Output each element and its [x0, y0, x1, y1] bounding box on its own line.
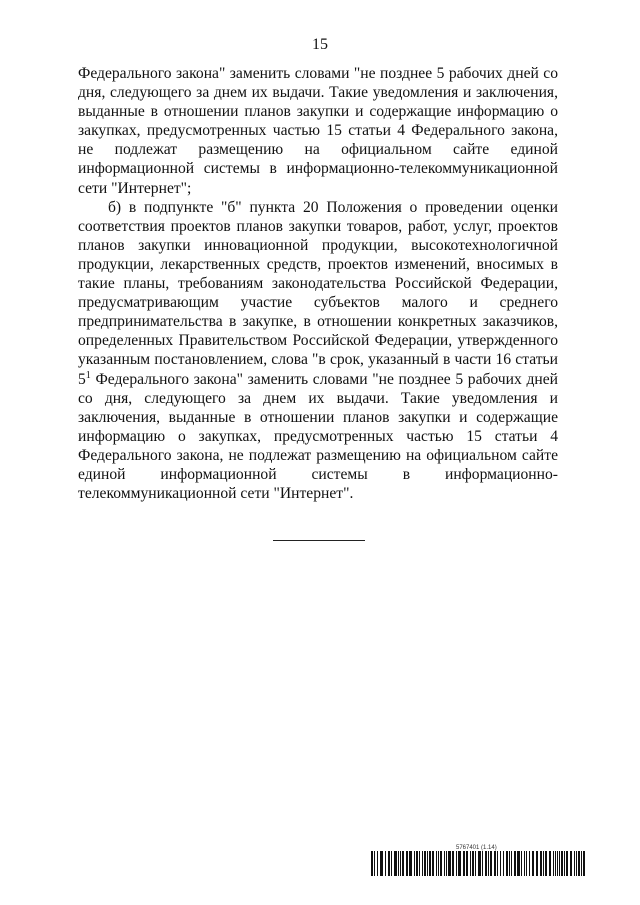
barcode-bar	[371, 851, 373, 876]
barcode-bar	[566, 851, 568, 876]
superscript-article-number: 1	[85, 369, 91, 381]
end-separator-line	[273, 540, 365, 541]
barcode-bar	[574, 851, 575, 876]
barcode-bar	[452, 851, 454, 876]
barcode-bar	[524, 851, 525, 876]
barcode-bar	[482, 851, 483, 876]
barcode-bar	[416, 851, 418, 876]
barcode-bar	[400, 851, 401, 876]
barcode-bar	[485, 851, 487, 876]
barcode-bar	[521, 851, 522, 876]
barcode-bar	[561, 851, 563, 876]
barcode-bar	[438, 851, 439, 876]
barcode-bar	[545, 851, 547, 876]
barcode-bar	[511, 851, 512, 876]
barcode-bar	[517, 851, 520, 876]
barcode-bar	[506, 851, 508, 876]
barcode-bar	[398, 851, 399, 876]
barcode-bar	[478, 851, 481, 876]
barcode-bar	[429, 851, 431, 876]
barcode-bar	[553, 851, 554, 876]
barcode-bar	[374, 851, 375, 876]
barcode-bar	[440, 851, 442, 876]
barcode-bar	[424, 851, 426, 876]
paragraph-subitem-b	[78, 198, 558, 504]
barcode-bar	[470, 851, 471, 876]
barcode-bar	[436, 851, 437, 876]
document-body	[78, 64, 558, 503]
barcode-bar	[456, 851, 457, 876]
barcode-bar	[466, 851, 468, 876]
paragraph-subitem-b-continuation: Федерального закона" заменить словами "не позднее 5 рабочих дней со дня, следующего за днем их выдачи. Такие уведомления и заключения, выданные в отношении планов закупки и содержащие информацию о закупках, предусмотренных частью 15 статьи 4 Федерального закона, не подлежат размещению на официальном сайте единой информационной системы в информационно-телекоммуникационной сети "Интернет".	[78, 370, 558, 503]
barcode-label: 5767401 (1.14)	[456, 845, 497, 851]
barcode-bar	[422, 851, 423, 876]
barcode-bar	[427, 851, 428, 876]
barcode-bar	[472, 851, 474, 876]
barcode-bar	[388, 851, 390, 876]
barcode-bar	[500, 851, 501, 876]
barcode-bar	[409, 851, 412, 876]
barcode-bar	[526, 851, 527, 876]
paragraph-continuation: Федерального закона" заменить словами "не позднее 5 рабочих дней со дня, следующего за днем их выдачи. Такие уведомления и заключения, выданные в отношении планов закупки и содержащие информацию о закупках, предусмотренных частью 15 статьи 4 Федерального закона, не подлежат размещению на официальном сайте единой информационной системы в информационно-телекоммуникационной сети "Интернет";	[78, 65, 558, 197]
barcode-bar	[564, 851, 565, 876]
barcode-bar	[578, 851, 580, 876]
barcode-bar	[509, 851, 510, 876]
barcode-bar	[419, 851, 420, 876]
page-number: 15	[312, 36, 328, 53]
barcode-bar	[549, 851, 551, 876]
barcode-bar	[406, 851, 408, 876]
barcode-bar	[532, 851, 534, 876]
barcode-bar	[432, 851, 434, 876]
barcode-bar	[380, 851, 383, 876]
barcode-bar	[377, 851, 378, 876]
barcode-bar	[536, 851, 538, 876]
barcode-bar	[497, 851, 498, 876]
barcode-bar	[570, 851, 572, 876]
barcode-bar	[446, 851, 447, 876]
barcode-bar	[391, 851, 392, 876]
barcode-bar	[540, 851, 542, 876]
barcode-bar	[543, 851, 544, 876]
barcode-bar	[414, 851, 415, 876]
barcode-bar	[463, 851, 465, 876]
barcode-bar	[394, 851, 397, 876]
barcode-bar	[529, 851, 530, 876]
barcode-bar	[503, 851, 504, 876]
paragraph-subitem-b-text: б) в подпункте "б" пункта 20 Положения о проведении оценки соответствия проектов планов закупки товаров, работ, услуг, проектов планов закупки инновационной продукции, высокотехнологичной продукции, лекарственных средств, проектов изменений, вносимых в такие планы, требованиям законодательства Российской Федерации, предусматривающим участие субъектов малого и среднего предпринимательства в закупке, в отношении конкретных заказчиков, определенных Правительством Российской Федерации, утвержденного указанным постановлением, слова "в срок, указанный в части 16 статьи 5	[78, 198, 558, 388]
barcode-bar	[458, 851, 461, 876]
barcode-bar	[475, 851, 476, 876]
barcode-bar	[555, 851, 556, 876]
barcode-bar	[494, 851, 496, 876]
barcode-bar	[576, 851, 577, 876]
barcode-bar	[490, 851, 492, 876]
barcode-icon	[371, 851, 586, 876]
barcode-bar	[385, 851, 386, 876]
barcode-bar	[448, 851, 451, 876]
barcode-bar	[559, 851, 560, 876]
barcode-bar	[402, 851, 404, 876]
barcode-bar	[581, 851, 582, 876]
barcode-bar	[583, 851, 585, 876]
barcode-bar	[488, 851, 489, 876]
barcode-bar	[444, 851, 445, 876]
barcode-bar	[557, 851, 558, 876]
barcode-bar	[514, 851, 516, 876]
